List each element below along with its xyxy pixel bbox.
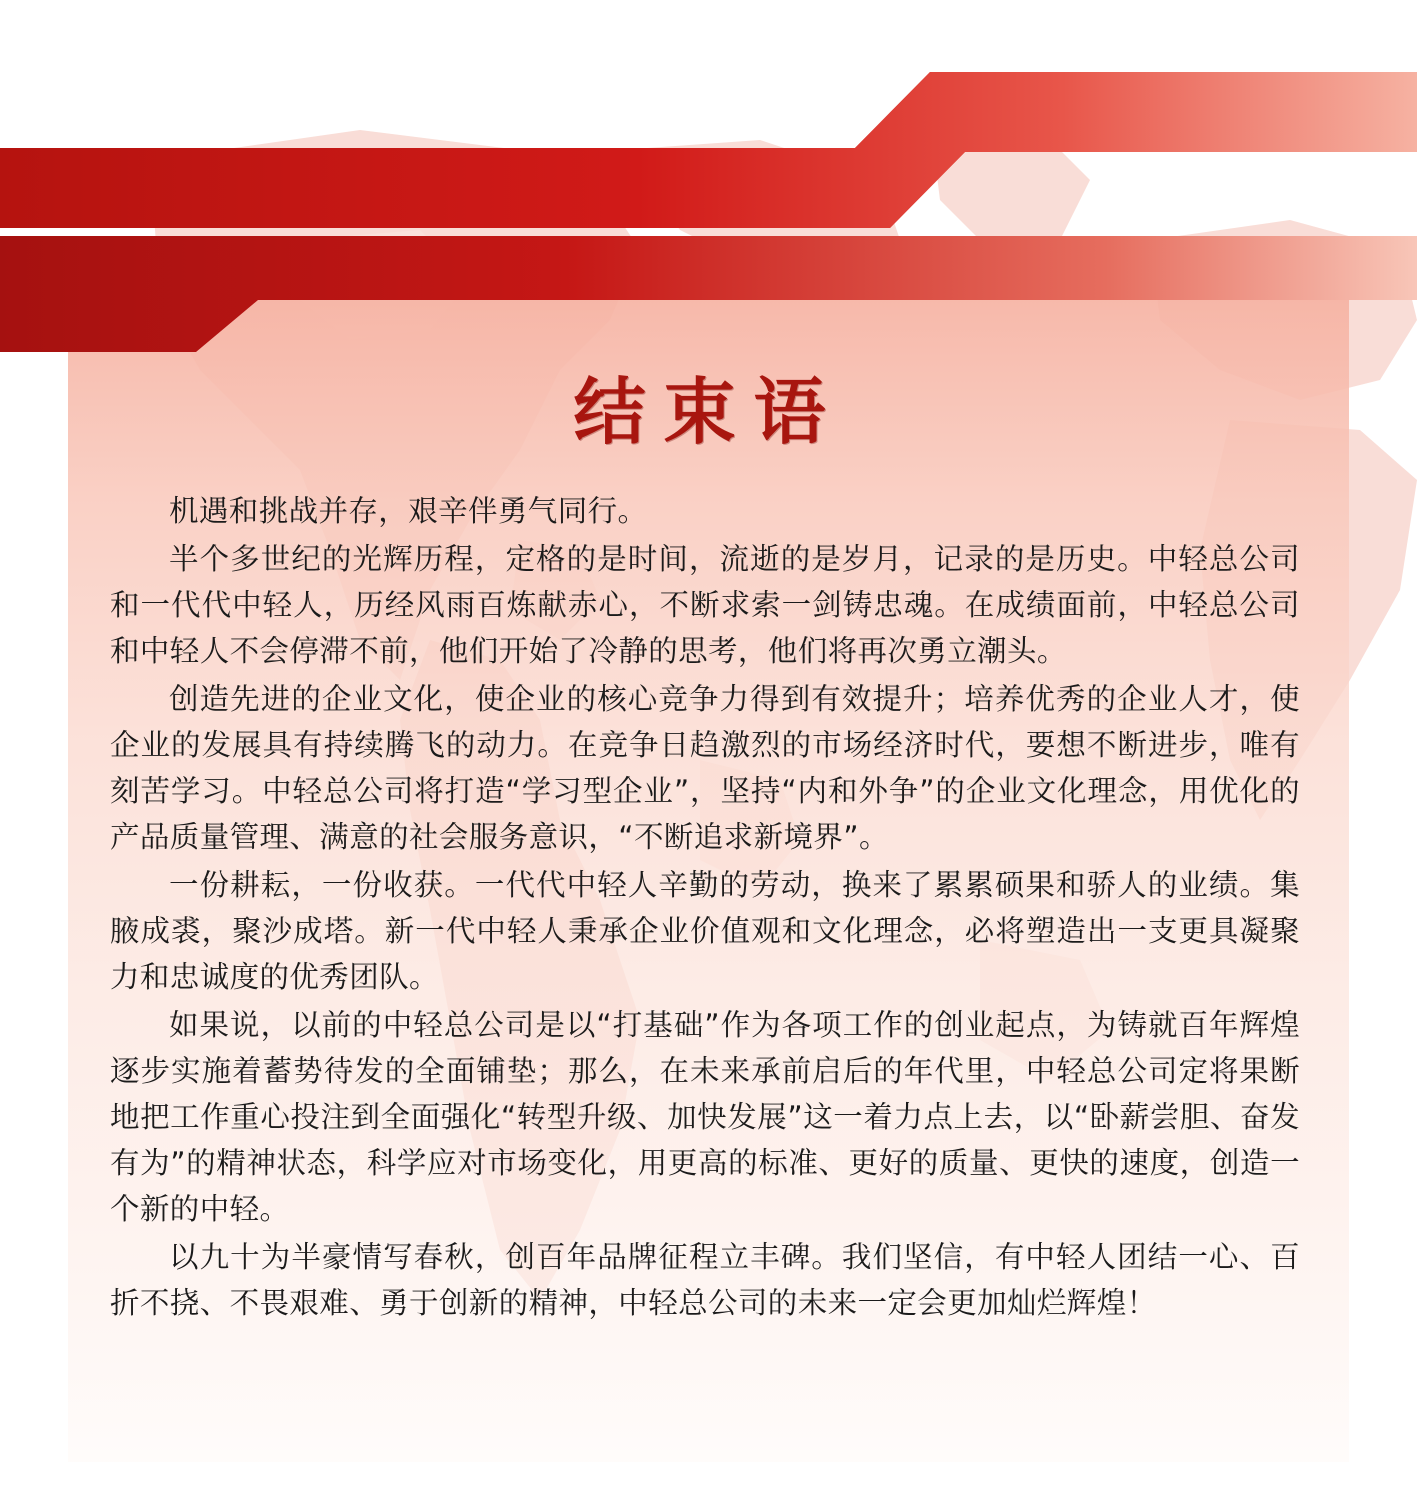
paragraph: 以九十为半豪情写春秋，创百年品牌征程立丰碑。我们坚信，有中轻人团结一心、百折不挠、不畏艰难、勇于创新的精神，中轻总公司的未来一定会更加灿烂辉煌！ [110, 1240, 1300, 1320]
paragraph: 半个多世纪的光辉历程，定格的是时间，流逝的是岁月，记录的是历史。中轻总公司和一代代中轻人，历经风雨百炼献赤心，不断求索一剑铸忠魂。在成绩面前，中轻总公司和中轻人不会停滞不前，他们开始了冷静的思考，他们将再次勇立潮头。 [110, 542, 1300, 668]
paragraph: 机遇和挑战并存，艰辛伴勇气同行。 [169, 494, 648, 528]
red-ribbon-banner [0, 0, 1417, 360]
paragraph: 创造先进的企业文化，使企业的核心竞争力得到有效提升；培养优秀的企业人才，使企业的发展具有持续腾飞的动力。在竞争日趋激烈的市场经济时代，要想不断进步，唯有刻苦学习。中轻总公司将打造“学习型企业”，坚持“内和外争”的企业文化理念，用优化的产品质量管理、满意的社会服务意识，“不断追求新境界”。 [110, 682, 1300, 854]
paragraph: 一份耕耘，一份收获。一代代中轻人辛勤的劳动，换来了累累硕果和骄人的业绩。集腋成裘，聚沙成塔。新一代中轻人秉承企业价值观和文化理念，必将塑造出一支更具凝聚力和忠诚度的优秀团队。 [110, 868, 1300, 994]
body-text [110, 488, 1300, 1328]
page-title: 结束语 [573, 369, 844, 454]
paragraph: 如果说，以前的中轻总公司是以“打基础”作为各项工作的创业起点，为铸就百年辉煌逐步实施着蓄势待发的全面铺垫；那么，在未来承前启后的年代里，中轻总公司定将果断地把工作重心投注到全面强化“转型升级、加快发展”这一着力点上去，以“卧薪尝胆、奋发有为”的精神状态，科学应对市场变化，用更高的标准、更好的质量、更快的速度，创造一个新的中轻。 [110, 1008, 1300, 1226]
